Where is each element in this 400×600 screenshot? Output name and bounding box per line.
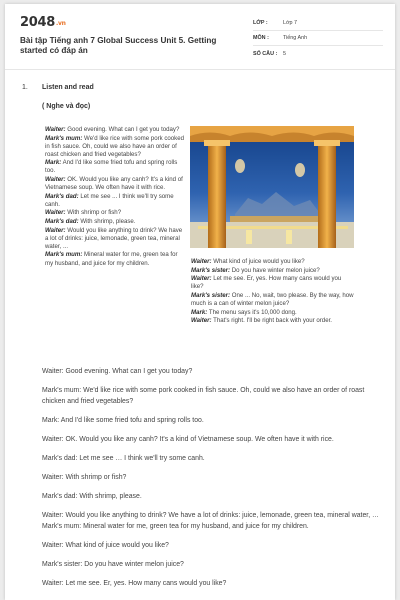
transcript-line: Mark's dad: Let me see … I think we'll try some canh. — [42, 455, 205, 462]
dialogue-text: Let me see ... I think we'll try some canh. — [45, 192, 174, 208]
transcript-line: Mark's dad: With shrimp, please. — [42, 493, 142, 500]
speaker-name: Mark's sister: — [191, 266, 231, 274]
dialogue-text: With shrimp or fish? — [65, 209, 122, 217]
question-subtitle: ( Nghe và đọc) — [42, 103, 91, 110]
textbook-excerpt — [42, 124, 358, 364]
transcript-line: Waiter: With shrimp or fish? — [42, 474, 127, 481]
speaker-name: Mark's mum: — [45, 251, 83, 259]
site-logo[interactable] — [20, 15, 66, 30]
speaker-name: Waiter: — [45, 126, 66, 133]
dialogue-line — [191, 292, 355, 308]
transcript-line: Waiter: Let me see. Er, yes. How many cans would you like? — [42, 580, 227, 587]
dialogue-line — [191, 317, 355, 325]
meta-row-grade — [253, 16, 383, 31]
dialogue-text: Good evening. What can I get you today? — [65, 126, 180, 133]
dialogue-line — [45, 126, 185, 134]
speaker-name: Mark's mum: — [45, 134, 83, 142]
dialogue-text: Mineral water for me, green tea for my husband, and juice for my children. — [45, 251, 178, 267]
dialogue-column-right — [191, 258, 355, 326]
dialogue-text: We'd like rice with some pork cooked in fish sauce. Oh, could we also have an order of roast chicken and fried vegetables? — [45, 134, 184, 158]
page-header — [5, 4, 395, 70]
dialogue-text: With shrimp, please. — [78, 218, 136, 226]
speaker-name: Mark's sister: — [191, 291, 231, 299]
dialogue-line — [191, 309, 355, 317]
dialogue-text: The menu says it's 10,000 dong. — [207, 308, 297, 316]
dialogue-column-left — [45, 126, 185, 268]
dialogue-transcript — [42, 366, 382, 597]
restaurant-illustration — [190, 126, 354, 248]
speaker-name: Mark's dad: — [45, 192, 79, 200]
meta-label: SỐ CÂU : — [253, 50, 278, 57]
dialogue-line — [45, 218, 185, 226]
speaker-name: Waiter: — [45, 176, 66, 184]
transcript-line: Waiter: Would you like anything to drink? We have a lot of drinks: juice, lemonade, green tea, mineral water, … Mark's mum: Mineral water for me, green tea for my husband, and juice for my children. — [42, 512, 379, 530]
dialogue-line — [45, 176, 185, 192]
question-title: Listen and read — [42, 84, 94, 91]
dialogue-text: Let me see. Er, yes. How many cans would you like? — [191, 275, 342, 291]
dialogue-line — [45, 135, 185, 159]
dialogue-text: And I'd like some fried tofu and spring rolls too. — [45, 159, 178, 175]
meta-label: LỚP : — [253, 20, 268, 26]
dialogue-text: OK. Would you like any canh? It's a kind of Vietnamese soup. We often have it with rice. — [45, 176, 183, 192]
dialogue-line — [45, 159, 185, 175]
dialogue-text: Would you like anything to drink? We have a lot of drinks: juice, lemonade, green tea, mineral water, ... — [45, 226, 183, 250]
speaker-name: Waiter: — [191, 275, 212, 283]
dialogue-line — [45, 209, 185, 217]
transcript-line: Waiter: What kind of juice would you like? — [42, 542, 169, 549]
transcript-line: Mark: And I'd like some fried tofu and spring rolls too. — [42, 417, 204, 424]
speaker-name: Waiter: — [45, 209, 66, 217]
meta-row-count — [253, 46, 383, 61]
dialogue-line — [45, 227, 185, 251]
speaker-name: Mark: — [191, 308, 208, 316]
dialogue-text: One ... No, wait, two please. By the way, how much is a can of winter melon juice? — [191, 291, 354, 307]
dialogue-line — [45, 193, 185, 209]
speaker-name: Waiter: — [191, 317, 212, 325]
logo-text: 2048 — [20, 15, 55, 30]
restaurant-photo — [190, 126, 354, 248]
meta-table — [253, 16, 383, 61]
worksheet-page — [5, 4, 395, 600]
meta-value: Tiếng Anh — [283, 35, 308, 41]
speaker-name: Waiter: — [45, 226, 66, 234]
transcript-line: Waiter: OK. Would you like any canh? It's a kind of Vietnamese soup. We often have it with rice. — [42, 436, 334, 443]
meta-row-subject — [253, 31, 383, 46]
meta-value: Lớp 7 — [283, 20, 298, 26]
dialogue-text: That's right. I'll be right back with your order. — [211, 317, 332, 325]
page-title: Bài tập Tiếng anh 7 Global Success Unit 5. Getting started có đáp án — [20, 36, 217, 55]
transcript-line: Mark's mum: We'd like rice with some pork cooked in fish sauce. Oh, could we also have an order of roast chicken and fried vegetables? — [42, 387, 365, 405]
speaker-name: Waiter: — [191, 258, 212, 265]
dialogue-text: Do you have winter melon juice? — [230, 266, 320, 274]
dialogue-line — [191, 275, 355, 291]
meta-label: MÔN : — [253, 35, 269, 41]
dialogue-line — [191, 267, 355, 275]
dialogue-line — [191, 258, 355, 266]
question-number: 1. — [22, 84, 28, 91]
speaker-name: Mark: — [45, 159, 62, 167]
transcript-line: Waiter: Good evening. What can I get you today? — [42, 368, 193, 375]
transcript-line: Mark's sister: Do you have winter melon juice? — [42, 561, 184, 568]
logo-suffix: .vn — [55, 20, 66, 27]
speaker-name: Mark's dad: — [45, 218, 79, 226]
dialogue-text: What kind of juice would you like? — [211, 258, 305, 265]
meta-value: 5 — [283, 50, 286, 57]
dialogue-line — [45, 251, 185, 267]
